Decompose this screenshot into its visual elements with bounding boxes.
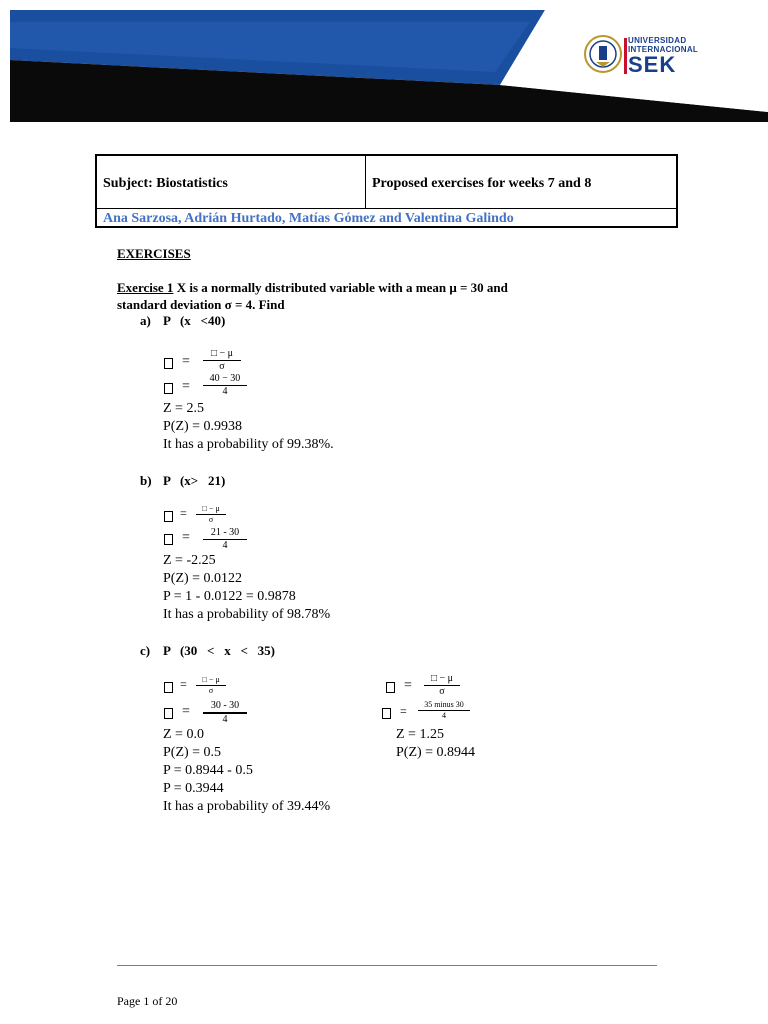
- z-formula-fraction: [203, 348, 241, 373]
- fraction-denominator: 4: [222, 386, 228, 397]
- part-c-label: c): [140, 643, 151, 658]
- part-c-left-z: Z = 0.0: [163, 727, 204, 742]
- part-b-result: It has a probability of 98.78%: [163, 607, 331, 622]
- logo-divider: [624, 38, 627, 74]
- fraction-denominator: σ: [208, 686, 214, 695]
- part-a-result: It has a probability of 99.38%.: [163, 437, 334, 452]
- part-a-pz: P(Z) = 0.9938: [163, 419, 243, 434]
- proposed-cell: [366, 156, 676, 208]
- fraction-denominator: 4: [442, 711, 446, 720]
- equals-sign: =: [182, 354, 190, 369]
- part-c-right-z: Z = 1.25: [396, 727, 444, 742]
- part-b-p: P = 1 - 0.0122 = 0.9878: [163, 589, 296, 604]
- header-row: [97, 156, 676, 209]
- z-placeholder-icon: [164, 511, 173, 522]
- fraction-numerator: □ − μ: [424, 673, 460, 686]
- z-placeholder-icon: [164, 358, 173, 369]
- exercise1-line1: [117, 280, 535, 296]
- exercises-heading: EXERCISES: [117, 246, 191, 261]
- part-b-probability: P (x> 21): [163, 473, 226, 488]
- z-values-fraction: [203, 373, 247, 398]
- fraction-denominator: σ: [219, 361, 225, 372]
- fraction-denominator: σ: [439, 686, 445, 697]
- z-values-fraction: [203, 527, 247, 552]
- logo-line1: UNIVERSIDAD: [628, 36, 687, 45]
- z-placeholder-icon: [164, 708, 173, 719]
- part-b-label: b): [140, 473, 152, 488]
- logo-line2: INTERNACIONAL: [628, 45, 699, 54]
- fraction-denominator: 4: [222, 540, 228, 551]
- exercise1-line2: standard deviation σ = 4. Find: [117, 297, 285, 312]
- header-table: [95, 154, 678, 228]
- fraction-numerator: □ − μ: [196, 675, 226, 686]
- part-c-p-result: P = 0.3944: [163, 781, 224, 796]
- fraction-numerator: 40 − 30: [203, 373, 247, 386]
- exercise1-label: Exercise 1: [117, 280, 174, 295]
- z-placeholder-icon: [382, 708, 391, 719]
- part-c-result: It has a probability of 39.44%: [163, 799, 331, 814]
- z-formula-fraction: [424, 673, 460, 698]
- fraction-numerator: 30 - 30: [203, 700, 247, 714]
- fraction-denominator: 4: [222, 714, 228, 725]
- z-formula-fraction: [196, 675, 226, 696]
- subject-text: Subject: Biostatistics: [103, 176, 228, 191]
- page-number: Page 1 of 20: [117, 994, 178, 1008]
- z-placeholder-icon: [164, 534, 173, 545]
- subject-cell: [97, 156, 366, 208]
- z-placeholder-icon: [164, 383, 173, 394]
- part-c-right-pz: P(Z) = 0.8944: [396, 745, 476, 760]
- authors-text: Ana Sarzosa, Adrián Hurtado, Matías Gómez and Valentina Galindo: [103, 211, 514, 226]
- z-values-fraction: [418, 700, 470, 721]
- z-placeholder-icon: [164, 682, 173, 693]
- exercise1-text1: X is a normally distributed variable with a mean μ = 30 and: [173, 280, 508, 295]
- equals-sign: =: [400, 704, 407, 718]
- part-a-z: Z = 2.5: [163, 401, 204, 416]
- equals-sign: =: [182, 704, 190, 719]
- part-b-z: Z = -2.25: [163, 553, 216, 568]
- equals-sign: =: [182, 530, 190, 545]
- proposed-text: Proposed exercises for weeks 7 and 8: [372, 176, 592, 191]
- fraction-denominator: σ: [208, 515, 214, 524]
- part-a-probability: P (x <40): [163, 313, 226, 328]
- fraction-numerator: □ − μ: [203, 348, 241, 361]
- equals-sign: =: [180, 677, 187, 691]
- z-formula-fraction: [196, 504, 226, 525]
- z-values-fraction: [203, 700, 247, 726]
- fraction-numerator: 35 minus 30: [418, 700, 470, 711]
- fraction-numerator: □ − μ: [196, 504, 226, 515]
- part-c-probability: P (30 < x < 35): [163, 643, 275, 658]
- part-c-left-pz: P(Z) = 0.5: [163, 745, 222, 760]
- university-seal-icon: [584, 34, 622, 74]
- university-logo: [628, 36, 698, 76]
- part-c-p-calc: P = 0.8944 - 0.5: [163, 763, 253, 778]
- part-b-pz: P(Z) = 0.0122: [163, 571, 243, 586]
- fraction-numerator: 21 - 30: [203, 527, 247, 540]
- z-placeholder-icon: [386, 682, 395, 693]
- equals-sign: =: [180, 506, 187, 520]
- part-a-label: a): [140, 313, 151, 328]
- footer-divider: [117, 965, 657, 966]
- equals-sign: =: [404, 678, 412, 693]
- logo-sek: SEK: [628, 52, 677, 77]
- equals-sign: =: [182, 379, 190, 394]
